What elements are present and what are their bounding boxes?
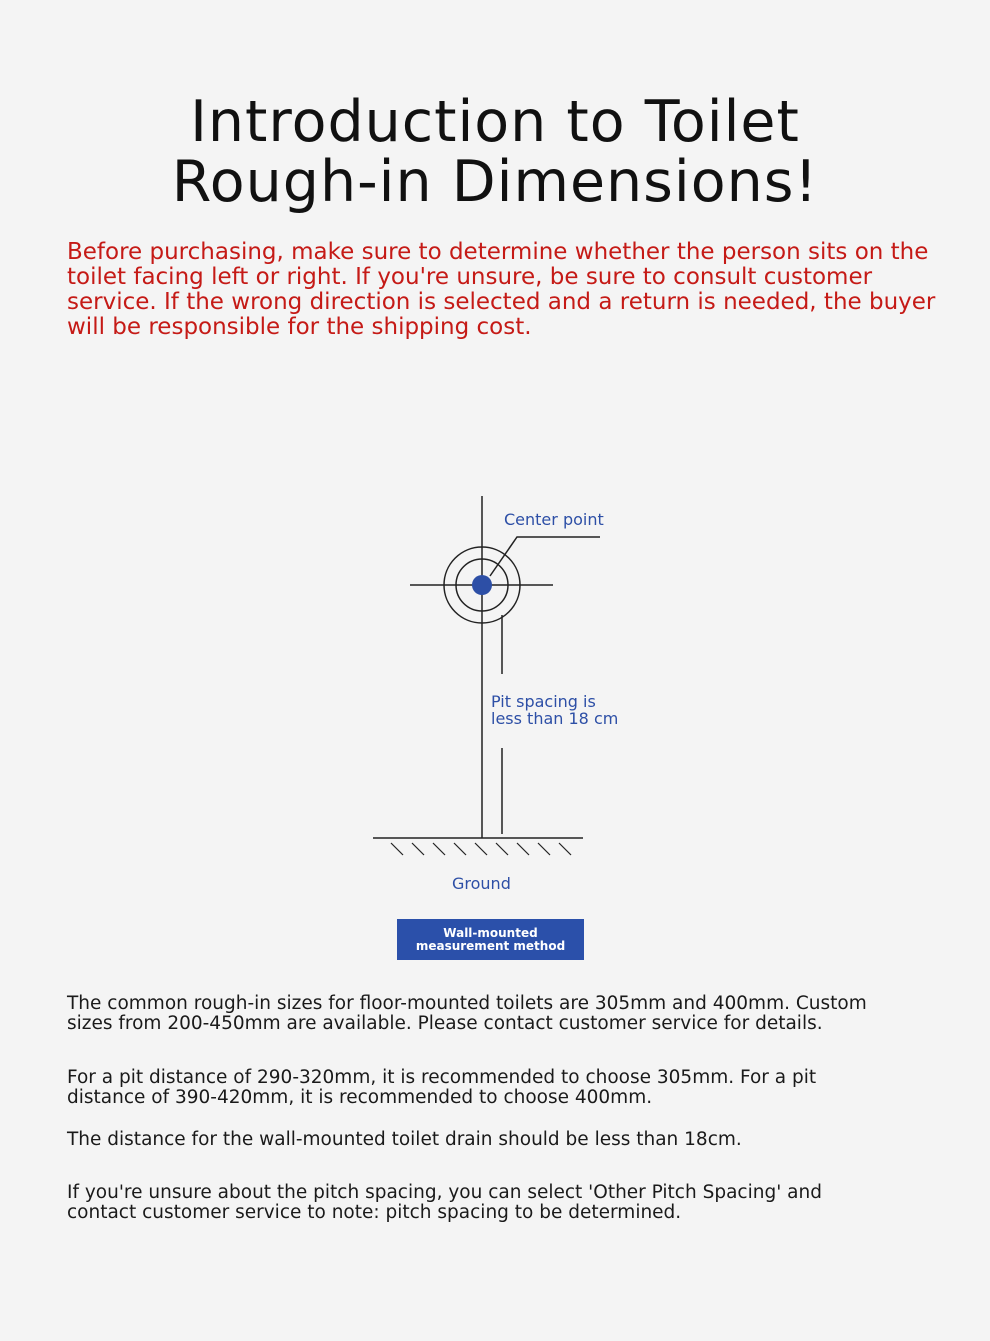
center-point-dot <box>472 575 492 595</box>
title-line-2: Rough-in Dimensions! <box>171 149 819 215</box>
title-line-1: Introduction to Toilet <box>190 89 800 155</box>
ground-label: Ground <box>452 874 511 893</box>
page-title <box>0 89 990 215</box>
center-point-label: Center point <box>504 510 604 529</box>
rough-in-diagram <box>350 490 650 910</box>
pit-spacing-label-line-2: less than 18 cm <box>491 709 619 728</box>
badge-line-2: measurement method <box>415 938 566 953</box>
badge-line-1: Wall-mounted <box>443 925 538 940</box>
info-paragraph-unsure: If you're unsure about the pitch spacing, you can select 'Other Pitch Spacing' and contact customer service to note: pitch spacing to be determined. <box>67 1182 822 1223</box>
info-paragraph-sizes: The common rough-in sizes for floor-mounted toilets are 305mm and 400mm. Custom sizes from 200-450mm are available. Please contact customer service for details. <box>67 993 867 1034</box>
info-paragraph-wall-mounted: The distance for the wall-mounted toilet drain should be less than 18cm. <box>67 1129 742 1150</box>
ground-hatching <box>391 843 571 855</box>
pit-spacing-label-line-1: Pit spacing is <box>491 692 596 711</box>
info-paragraph-recommendation: For a pit distance of 290-320mm, it is recommended to choose 305mm. For a pit distance of 390-420mm, it is recommended to choose 400mm. <box>67 1067 817 1108</box>
warning-notice: Before purchasing, make sure to determine whether the person sits on the toilet facing left or right. If you're unsure, be sure to consult customer service. If the wrong direction is selected and a return is needed, the buyer will be responsible for the shipping cost. <box>67 239 936 340</box>
rough-in-diagram-svg <box>350 490 650 910</box>
measurement-method-badge <box>397 919 584 960</box>
